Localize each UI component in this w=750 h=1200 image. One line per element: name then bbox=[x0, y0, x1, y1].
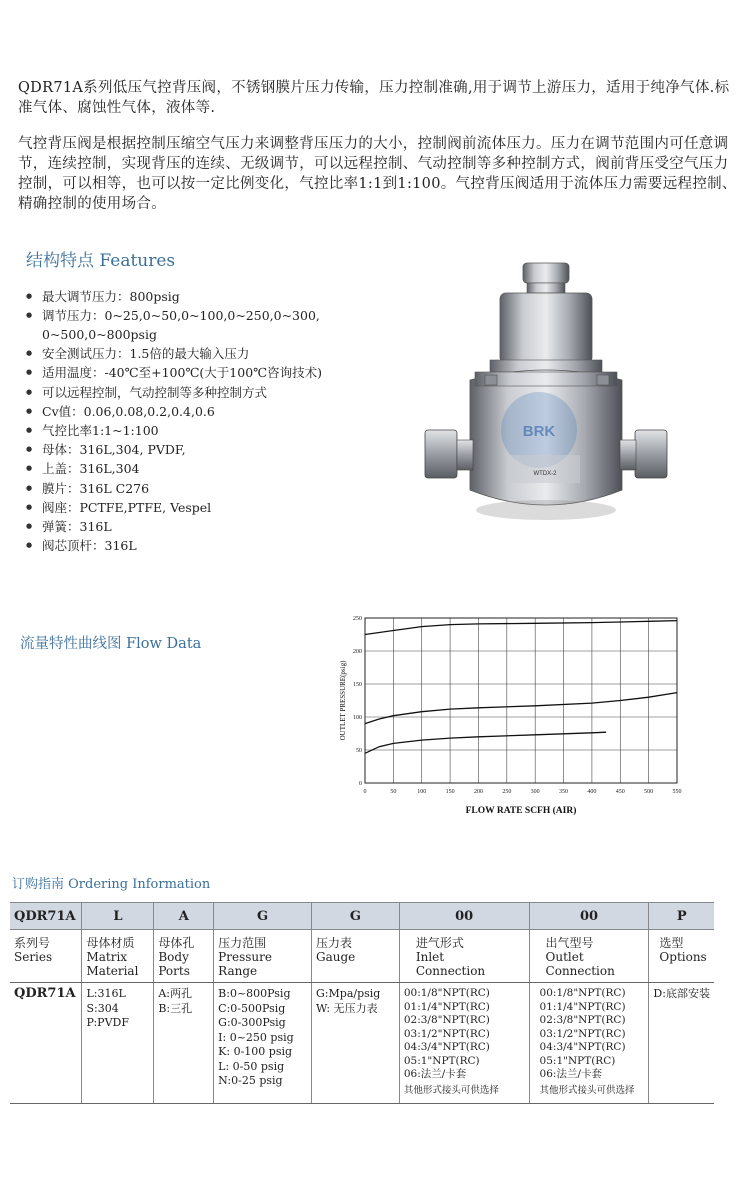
header-line: Matrix bbox=[86, 950, 128, 964]
pressure-options bbox=[214, 983, 312, 1104]
option-line: 06:法兰/卡套 bbox=[539, 1068, 602, 1080]
x-tick-label: 300 bbox=[530, 789, 540, 795]
features-list bbox=[22, 287, 382, 555]
intro-paragraph-2: 气控背压阀是根据控制压缩空气压力来调整背压压力的大小，控制阀前流体压力。压力在调节范围内可任意调节，连续控制，实现背压的连续、无级调节，可以远程控制、气动控制等多种控制方式，阀前背压受空气压力控制，可以相等，也可以按一定比例变化，气控比率1:1到1:100。气控背压阀适用于流体压力需要远程控制、精确控制的使用场合。 bbox=[18, 136, 737, 212]
x-tick-label: 500 bbox=[644, 789, 654, 795]
option-line: 06:法兰/卡套 bbox=[403, 1068, 467, 1080]
feature-item: ● 可以远程控制，气动控制等多种控制方式 bbox=[22, 383, 382, 402]
option-line: 05:1"NPT(RC) bbox=[539, 1054, 616, 1067]
feature-item: ● 最大调节压力：800psig bbox=[22, 287, 382, 306]
gauge-options bbox=[312, 983, 400, 1104]
option-line: B:0~800Psig bbox=[218, 987, 291, 1000]
header-line: 系列号 bbox=[14, 936, 51, 950]
option-line: K: 0-100 psig bbox=[218, 1045, 293, 1058]
y-tick-label: 200 bbox=[353, 649, 362, 655]
header-line: 出气型号 bbox=[545, 936, 594, 950]
code-cell: G bbox=[214, 903, 312, 930]
y-tick-label: 250 bbox=[353, 616, 362, 622]
feature-item: ● 阀芯顶杆：316L bbox=[22, 536, 382, 555]
valve-product-image bbox=[415, 255, 680, 530]
code-cell: P bbox=[649, 903, 714, 930]
header-line: Outlet bbox=[545, 950, 584, 964]
option-line: G:0-300Psig bbox=[218, 1016, 286, 1029]
series-line bbox=[365, 693, 677, 724]
code-cell: G bbox=[312, 903, 400, 930]
header-line: Connection bbox=[415, 964, 486, 978]
watermark-logo: BRK bbox=[522, 423, 556, 440]
y-axis-label: OUTLET PRESSURE(psig) bbox=[339, 660, 347, 741]
option-line: 02:3/8"NPT(RC) bbox=[539, 1014, 626, 1026]
ordering-table bbox=[10, 902, 714, 1104]
header-line: Pressure bbox=[218, 950, 272, 964]
y-tick-label: 50 bbox=[356, 748, 362, 754]
header-line: Series bbox=[14, 950, 53, 964]
x-tick-label: 0 bbox=[363, 789, 367, 795]
x-tick-label: 550 bbox=[672, 789, 682, 795]
header-gauge bbox=[312, 930, 400, 983]
header-line: 选型 bbox=[659, 936, 684, 950]
code-cell: A bbox=[154, 903, 214, 930]
inlet-options bbox=[399, 983, 529, 1104]
intro-text bbox=[18, 78, 740, 230]
x-tick-label: 150 bbox=[445, 789, 455, 795]
option-line: C:0-500Psig bbox=[218, 1001, 286, 1015]
header-line: Gauge bbox=[316, 950, 356, 964]
feature-item: ● 膜片：316L C276 bbox=[22, 479, 382, 498]
header-row bbox=[10, 930, 714, 983]
header-line: Connection bbox=[545, 964, 615, 978]
x-tick-label: 250 bbox=[502, 789, 512, 795]
option-line: A:两孔 bbox=[158, 987, 192, 1000]
x-tick-label: 50 bbox=[390, 789, 397, 795]
feature-item: ● 气控比率1:1~1:100 bbox=[22, 421, 382, 440]
option-line: 05:1"NPT(RC) bbox=[403, 1054, 480, 1067]
series-line bbox=[365, 621, 677, 635]
code-cell: QDR71A bbox=[10, 903, 82, 930]
name-plate-text: WTDX-2 bbox=[533, 471, 557, 477]
x-tick-label: 400 bbox=[587, 789, 597, 795]
header-inlet bbox=[399, 930, 529, 983]
header-outlet bbox=[529, 930, 649, 983]
outlet-note: 其他形式接头可供选择 bbox=[539, 1084, 635, 1096]
code-cell: 00 bbox=[529, 903, 649, 930]
header-line: Options bbox=[659, 950, 707, 964]
option-line: D:底部安装 bbox=[653, 987, 710, 1000]
option-line: 02:3/8"NPT(RC) bbox=[403, 1014, 490, 1026]
x-tick-label: 450 bbox=[615, 789, 625, 795]
header-ports bbox=[154, 930, 214, 983]
option-line: L:316L bbox=[86, 987, 126, 1000]
option-line: W: 无压力表 bbox=[316, 1001, 378, 1015]
feature-item: ● 阀座：PCTFE,PTFE, Vespel bbox=[22, 498, 382, 517]
feature-item: ● 母体：316L,304, PVDF, bbox=[22, 440, 382, 459]
header-line: 压力表 bbox=[316, 936, 353, 950]
flow-chart bbox=[335, 610, 695, 815]
options-values bbox=[649, 983, 714, 1104]
option-line: G:Mpa/psig bbox=[316, 987, 381, 1000]
option-line: 03:1/2"NPT(RC) bbox=[539, 1027, 626, 1040]
option-line: 04:3/4"NPT(RC) bbox=[539, 1041, 626, 1053]
header-line: 母体材质 bbox=[86, 936, 135, 950]
option-line: 01:1/4"NPT(RC) bbox=[539, 1000, 626, 1013]
header-line: 进气形式 bbox=[415, 936, 464, 950]
y-tick-label: 100 bbox=[353, 715, 362, 721]
option-line: 00:1/8"NPT(RC) bbox=[539, 987, 626, 999]
code-cell: 00 bbox=[399, 903, 529, 930]
header-line: Body bbox=[158, 950, 189, 964]
header-line: 压力范围 bbox=[218, 936, 267, 950]
flow-data-title: 流量特性曲线图 Flow Data bbox=[20, 636, 202, 652]
header-line: Ports bbox=[158, 964, 190, 978]
option-line: 01:1/4"NPT(RC) bbox=[403, 1000, 490, 1013]
feature-item: ● 安全测试压力：1.5倍的最大输入压力 bbox=[22, 344, 382, 363]
feature-item: ● 上盖：316L,304 bbox=[22, 459, 382, 478]
feature-item: ● 弹簧：316L bbox=[22, 517, 382, 536]
y-tick-label: 150 bbox=[353, 682, 362, 688]
inlet-note: 其他形式接头可供选择 bbox=[403, 1084, 499, 1096]
header-pressure bbox=[214, 930, 312, 983]
option-line: L: 0-50 psig bbox=[218, 1059, 285, 1073]
header-options bbox=[649, 930, 714, 983]
header-line: Inlet bbox=[415, 950, 445, 964]
options-row bbox=[10, 983, 714, 1104]
header-line: Material bbox=[86, 964, 139, 978]
option-line: N:0-25 psig bbox=[218, 1074, 283, 1087]
x-tick-label: 100 bbox=[417, 789, 427, 795]
option-line: P:PVDF bbox=[86, 1016, 129, 1029]
ordering-title: 订购指南 Ordering Information bbox=[12, 877, 211, 892]
option-line: 03:1/2"NPT(RC) bbox=[403, 1027, 490, 1040]
option-line: 00:1/8"NPT(RC) bbox=[403, 987, 490, 999]
option-line: B:三孔 bbox=[158, 1001, 193, 1015]
feature-item: ● Cv值：0.06,0.08,0.2,0.4,0.6 bbox=[22, 402, 382, 421]
y-tick-label: 0 bbox=[359, 781, 362, 787]
intro-paragraph-1: QDR71A系列低压气控背压阀，不锈钢膜片压力传输，压力控制准确,用于调节上游压力，适用于纯净气体.标准气体、腐蚀性气体，液体等. bbox=[18, 80, 730, 116]
code-row bbox=[10, 903, 714, 930]
plot-frame bbox=[365, 618, 677, 783]
x-axis-label: FLOW RATE SCFH (AIR) bbox=[465, 806, 577, 815]
features-title: 结构特点 Features bbox=[26, 251, 176, 271]
feature-item: ● 适用温度：-40℃至+100℃(大于100℃咨询技术) bbox=[22, 363, 382, 382]
x-tick-label: 350 bbox=[559, 789, 569, 795]
option-line: I: 0~250 psig bbox=[218, 1030, 294, 1044]
option-line: 04:3/4"NPT(RC) bbox=[403, 1041, 490, 1053]
option-line: S:304 bbox=[86, 1001, 119, 1015]
material-options bbox=[82, 983, 154, 1104]
code-cell: L bbox=[82, 903, 154, 930]
header-line: 母体孔 bbox=[158, 936, 195, 950]
header-series bbox=[10, 930, 82, 983]
feature-item: ● 调节压力：0~25,0~50,0~100,0~250,0~300, 0~500,0~800psig bbox=[22, 306, 382, 344]
header-line: Range bbox=[218, 964, 258, 978]
ports-options bbox=[154, 983, 214, 1104]
outlet-options bbox=[529, 983, 649, 1104]
series-value: QDR71A bbox=[10, 983, 82, 1104]
header-material bbox=[82, 930, 154, 983]
x-tick-label: 200 bbox=[473, 789, 483, 795]
